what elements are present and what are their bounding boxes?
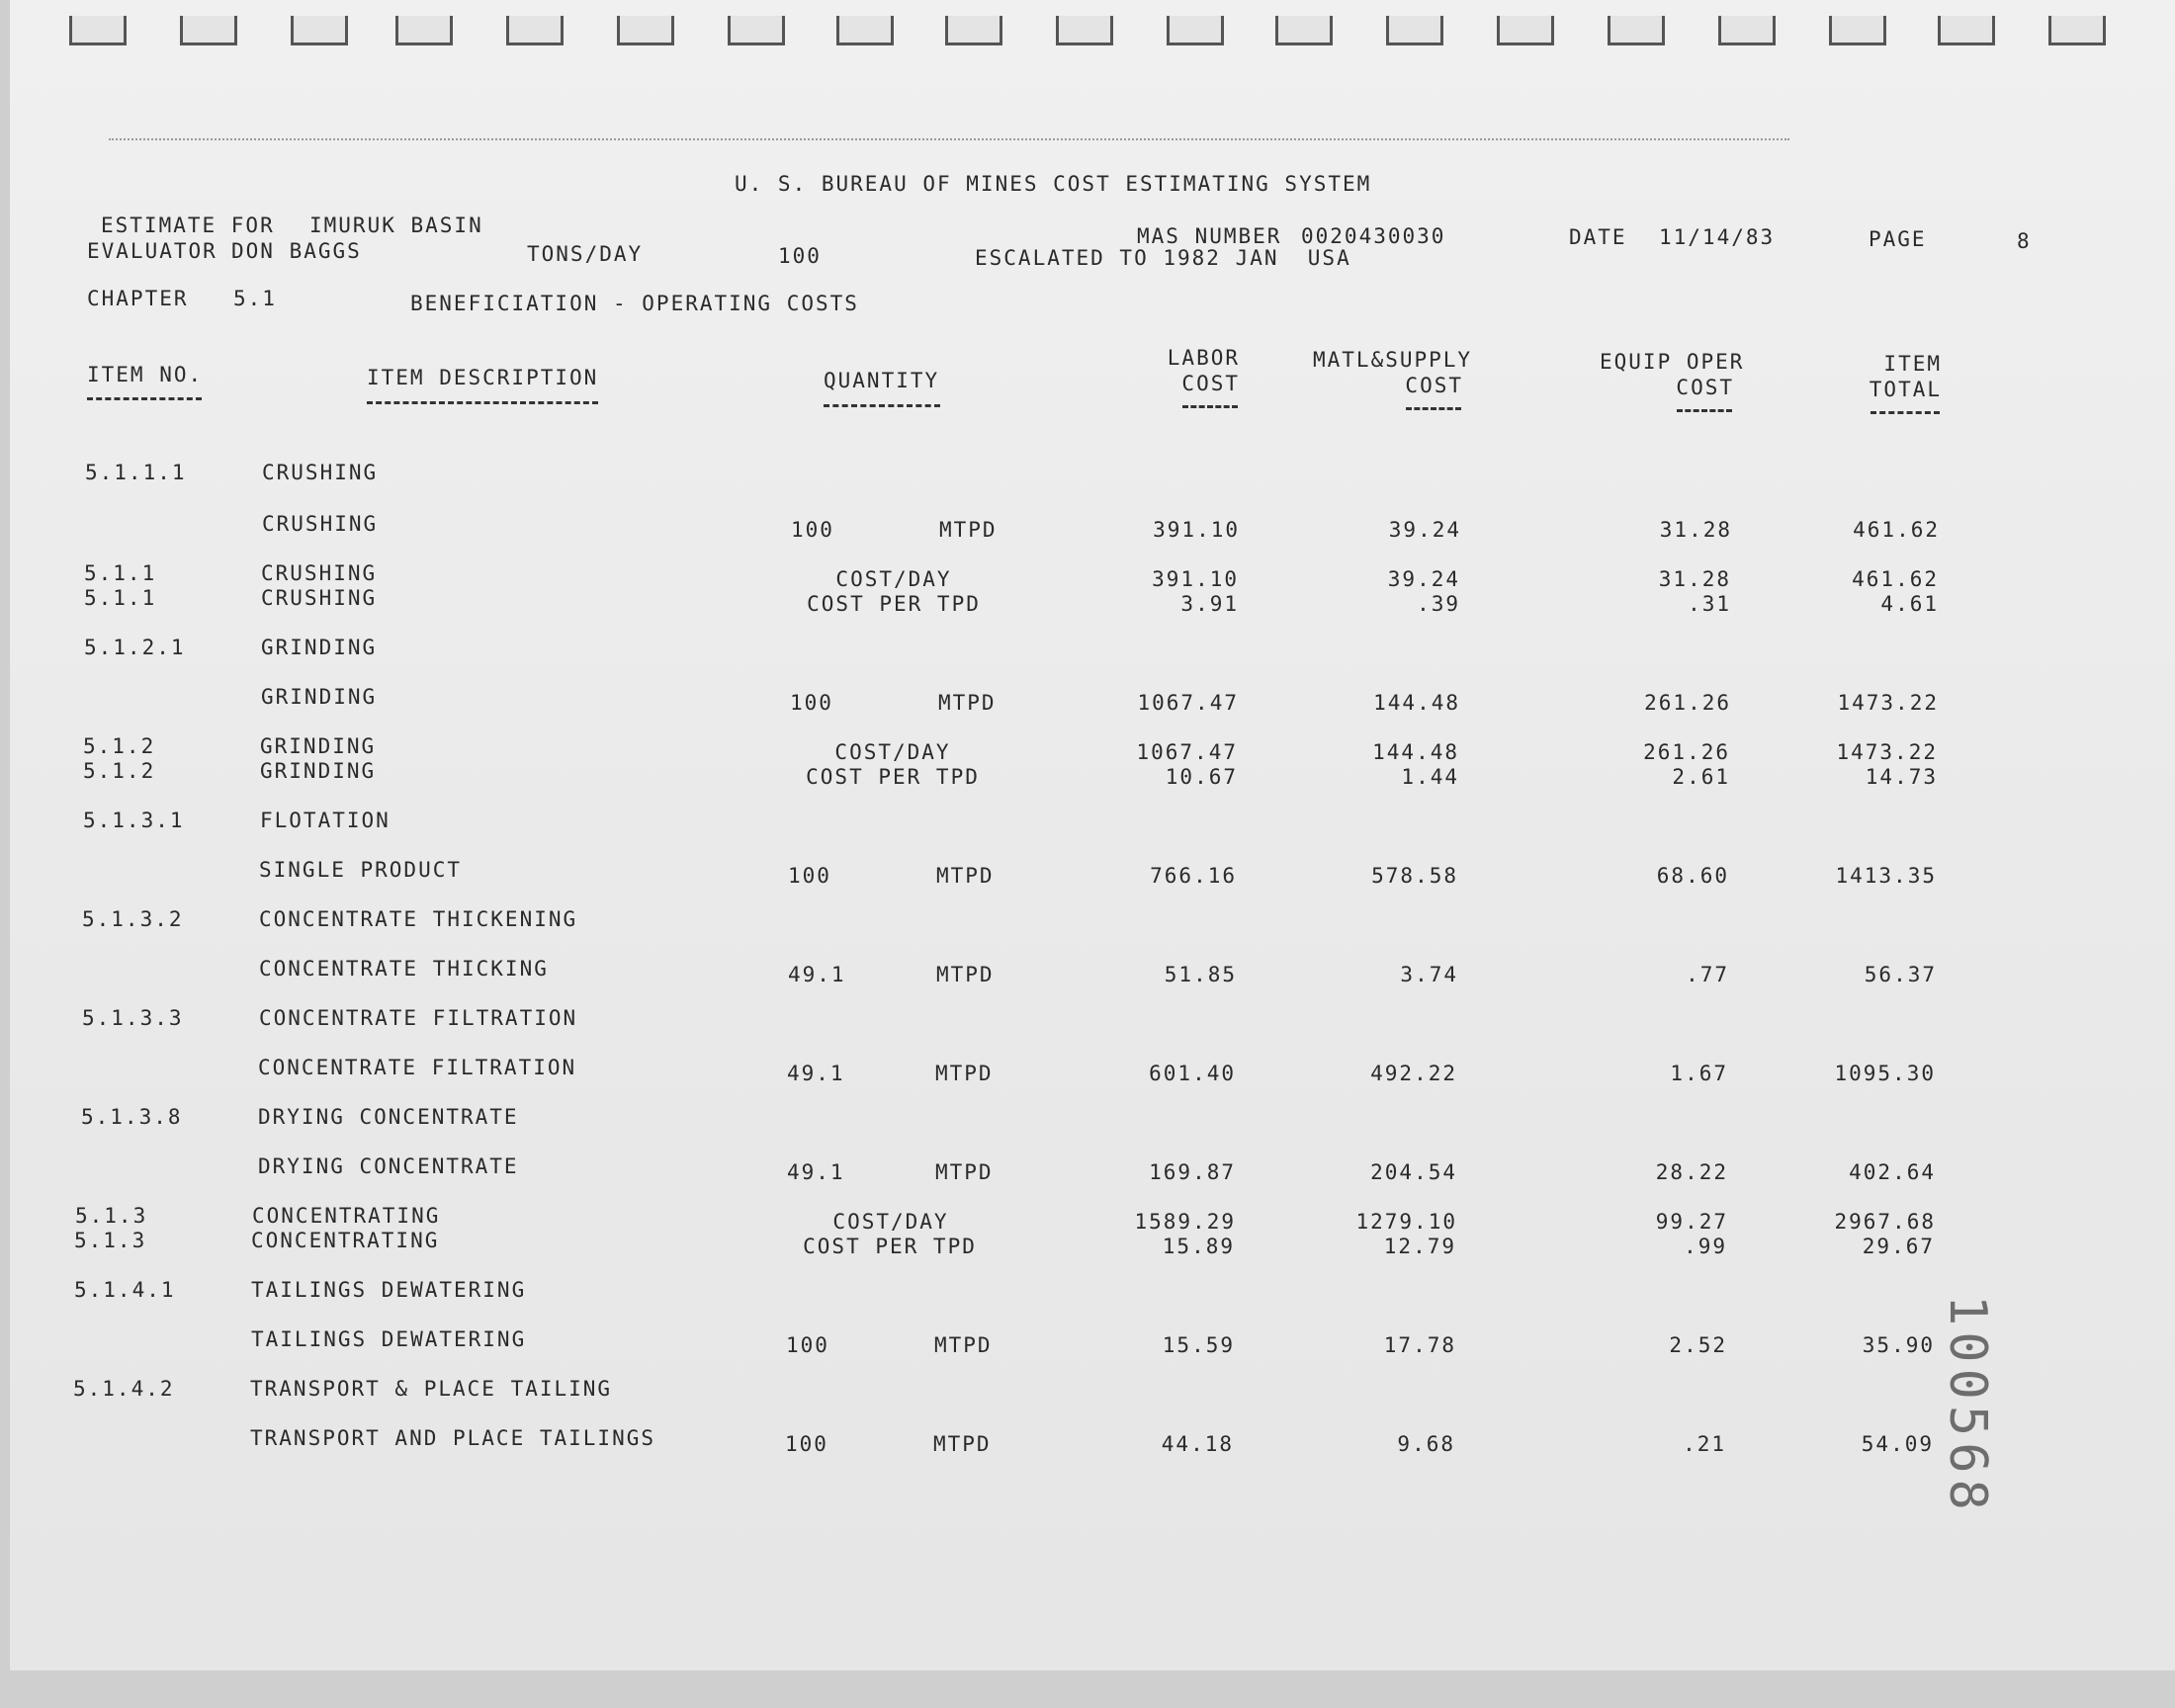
- feed-hole: [1829, 16, 1886, 45]
- item-description-cell: DRYING CONCENTRATE: [258, 1105, 519, 1129]
- col-underline: [367, 401, 598, 404]
- item-number-cell: 5.1.4.2: [73, 1377, 175, 1401]
- unit-cell: MTPD: [935, 1160, 994, 1184]
- feed-hole: [1497, 16, 1554, 45]
- feed-hole: [945, 16, 1002, 45]
- item-number-cell: 5.1.1.1: [85, 461, 187, 484]
- equip-oper-cost-cell: 1.67: [1670, 1062, 1728, 1085]
- item-total-cell: 402.64: [1849, 1160, 1936, 1184]
- labor-cost-cell: 15.59: [1162, 1333, 1235, 1357]
- tons-day-value: 100: [778, 244, 822, 268]
- quantity-cell: 100: [790, 691, 833, 715]
- item-description-cell: TAILINGS DEWATERING: [251, 1327, 527, 1351]
- col-underline: [1406, 407, 1461, 410]
- quantity-cell: COST PER TPD: [806, 765, 980, 789]
- document-stamp-number: 100568: [1938, 1295, 1997, 1516]
- item-number-cell: 5.1.3.8: [81, 1105, 183, 1129]
- quantity-cell: COST PER TPD: [807, 592, 981, 616]
- matl-supply-cost-cell: 39.24: [1388, 518, 1461, 542]
- feed-hole: [395, 16, 453, 45]
- item-total-cell: 461.62: [1853, 518, 1940, 542]
- item-total-cell: 29.67: [1862, 1235, 1935, 1258]
- col-labor-line1: LABOR: [1167, 346, 1240, 370]
- item-total-cell: 2967.68: [1834, 1210, 1936, 1234]
- chapter-number: 5.1: [233, 287, 277, 310]
- unit-cell: MTPD: [939, 518, 998, 542]
- item-description-cell: CONCENTRATING: [251, 1229, 440, 1252]
- feed-hole: [1167, 16, 1224, 45]
- unit-cell: MTPD: [933, 1432, 992, 1456]
- equip-oper-cost-cell: 31.28: [1659, 518, 1732, 542]
- chapter-title: BENEFICIATION - OPERATING COSTS: [410, 292, 859, 315]
- quantity-cell: COST/DAY: [834, 740, 951, 764]
- labor-cost-cell: 1589.29: [1134, 1210, 1236, 1234]
- matl-supply-cost-cell: 17.78: [1383, 1333, 1456, 1357]
- chapter-label: CHAPTER: [87, 287, 189, 310]
- item-description-cell: CONCENTRATING: [252, 1204, 441, 1228]
- matl-supply-cost-cell: 578.58: [1371, 864, 1458, 888]
- col-underline: [1677, 409, 1732, 412]
- labor-cost-cell: 15.89: [1162, 1235, 1235, 1258]
- item-total-cell: 1473.22: [1837, 691, 1939, 715]
- labor-cost-cell: 169.87: [1149, 1160, 1236, 1184]
- item-total-cell: 1413.35: [1835, 864, 1937, 888]
- item-number-cell: 5.1.1: [84, 586, 157, 610]
- tractor-feed-strip: [0, 0, 2175, 59]
- feed-hole: [1938, 16, 1995, 45]
- feed-hole: [69, 16, 127, 45]
- item-description-cell: FLOTATION: [260, 809, 391, 832]
- item-description-cell: CONCENTRATE FILTRATION: [258, 1056, 577, 1079]
- col-equip-line1: EQUIP OPER: [1600, 350, 1745, 374]
- item-description-cell: TRANSPORT AND PLACE TAILINGS: [250, 1426, 656, 1450]
- item-description-cell: GRINDING: [260, 759, 377, 783]
- feed-hole: [2048, 16, 2106, 45]
- feed-hole: [180, 16, 237, 45]
- item-number-cell: 5.1.2: [83, 734, 156, 758]
- quantity-cell: 49.1: [787, 1062, 845, 1085]
- matl-supply-cost-cell: 1279.10: [1355, 1210, 1457, 1234]
- item-description-cell: CRUSHING: [262, 512, 379, 536]
- feed-hole: [617, 16, 674, 45]
- labor-cost-cell: 766.16: [1150, 864, 1237, 888]
- labor-cost-cell: 3.91: [1180, 592, 1239, 616]
- date-value: 11/14/83: [1659, 225, 1776, 249]
- item-number-cell: 5.1.3: [74, 1229, 147, 1252]
- item-total-cell: 461.62: [1852, 567, 1939, 591]
- unit-cell: MTPD: [938, 691, 997, 715]
- quantity-cell: 49.1: [787, 1160, 845, 1184]
- matl-supply-cost-cell: 204.54: [1370, 1160, 1457, 1184]
- item-description-cell: CRUSHING: [261, 586, 378, 610]
- item-total-cell: 4.61: [1880, 592, 1939, 616]
- item-total-cell: 35.90: [1862, 1333, 1935, 1357]
- equip-oper-cost-cell: .99: [1684, 1235, 1727, 1258]
- feed-hole: [836, 16, 894, 45]
- matl-supply-cost-cell: 144.48: [1373, 691, 1460, 715]
- item-number-cell: 5.1.3.1: [83, 809, 185, 832]
- quantity-cell: COST PER TPD: [803, 1235, 977, 1258]
- item-number-cell: 5.1.3: [75, 1204, 148, 1228]
- item-description-cell: GRINDING: [260, 734, 377, 758]
- item-number-cell: 5.1.2: [83, 759, 156, 783]
- col-total-line2: TOTAL: [1869, 378, 1942, 401]
- page-label: PAGE: [1869, 227, 1927, 251]
- unit-cell: MTPD: [935, 1062, 994, 1085]
- labor-cost-cell: 1067.47: [1136, 740, 1238, 764]
- escalated-note: ESCALATED TO 1982 JAN USA: [975, 246, 1351, 270]
- estimate-for-label: ESTIMATE FOR: [101, 214, 275, 237]
- col-equip-line2: COST: [1676, 376, 1734, 399]
- quantity-cell: 100: [786, 1333, 829, 1357]
- item-description-cell: GRINDING: [261, 636, 378, 659]
- feed-hole: [1718, 16, 1776, 45]
- faint-rule: [109, 138, 1789, 140]
- unit-cell: MTPD: [934, 1333, 993, 1357]
- matl-supply-cost-cell: 12.79: [1383, 1235, 1456, 1258]
- item-total-cell: 54.09: [1861, 1432, 1934, 1456]
- labor-cost-cell: 10.67: [1165, 765, 1238, 789]
- item-number-cell: 5.1.2.1: [84, 636, 186, 659]
- feed-hole: [1056, 16, 1113, 45]
- labor-cost-cell: 1067.47: [1137, 691, 1239, 715]
- labor-cost-cell: 44.18: [1161, 1432, 1234, 1456]
- matl-supply-cost-cell: .39: [1417, 592, 1460, 616]
- unit-cell: MTPD: [936, 864, 995, 888]
- col-underline: [1870, 411, 1940, 414]
- quantity-cell: 100: [788, 864, 831, 888]
- item-description-cell: CONCENTRATE FILTRATION: [259, 1006, 578, 1030]
- item-description-cell: GRINDING: [261, 685, 378, 709]
- item-total-cell: 1095.30: [1834, 1062, 1936, 1085]
- scan-bottom-margin: [0, 1670, 2175, 1708]
- tons-day-label: TONS/DAY: [527, 242, 644, 266]
- equip-oper-cost-cell: 68.60: [1656, 864, 1729, 888]
- matl-supply-cost-cell: 144.48: [1372, 740, 1459, 764]
- item-description-cell: CRUSHING: [261, 561, 378, 585]
- item-description-cell: SINGLE PRODUCT: [259, 858, 463, 882]
- col-item-description: ITEM DESCRIPTION: [367, 366, 599, 389]
- mas-number-label: MAS NUMBER: [1137, 224, 1282, 248]
- item-number-cell: 5.1.4.1: [74, 1278, 176, 1302]
- item-total-cell: 56.37: [1864, 963, 1937, 986]
- unit-cell: MTPD: [936, 963, 995, 986]
- matl-supply-cost-cell: 492.22: [1370, 1062, 1457, 1085]
- evaluator-value: DON BAGGS: [231, 239, 362, 263]
- system-title: U. S. BUREAU OF MINES COST ESTIMATING SYSTEM: [735, 172, 1372, 196]
- feed-hole: [1386, 16, 1443, 45]
- item-description-cell: TAILINGS DEWATERING: [251, 1278, 527, 1302]
- feed-hole: [728, 16, 785, 45]
- mas-number-value: 0020430030: [1301, 224, 1446, 248]
- equip-oper-cost-cell: 2.61: [1672, 765, 1730, 789]
- equip-oper-cost-cell: .21: [1683, 1432, 1726, 1456]
- col-underline: [1182, 405, 1238, 408]
- estimate-for-value: IMURUK BASIN: [309, 214, 483, 237]
- item-description-cell: CRUSHING: [262, 461, 379, 484]
- equip-oper-cost-cell: 2.52: [1669, 1333, 1727, 1357]
- equip-oper-cost-cell: .31: [1688, 592, 1731, 616]
- item-description-cell: CONCENTRATE THICKING: [259, 957, 549, 981]
- col-labor-line2: COST: [1181, 372, 1240, 395]
- evaluator-label: EVALUATOR: [87, 239, 218, 263]
- equip-oper-cost-cell: 99.27: [1655, 1210, 1728, 1234]
- matl-supply-cost-cell: 9.68: [1397, 1432, 1455, 1456]
- feed-hole: [1608, 16, 1665, 45]
- quantity-cell: COST/DAY: [832, 1210, 949, 1234]
- col-matl-line2: COST: [1405, 374, 1463, 397]
- col-quantity: QUANTITY: [824, 369, 940, 392]
- date-label: DATE: [1569, 225, 1627, 249]
- labor-cost-cell: 391.10: [1152, 567, 1239, 591]
- labor-cost-cell: 51.85: [1164, 963, 1237, 986]
- item-description-cell: TRANSPORT & PLACE TAILING: [250, 1377, 613, 1401]
- labor-cost-cell: 601.40: [1149, 1062, 1236, 1085]
- feed-hole: [506, 16, 564, 45]
- equip-oper-cost-cell: 31.28: [1658, 567, 1731, 591]
- item-total-cell: 14.73: [1865, 765, 1938, 789]
- item-number-cell: 5.1.1: [84, 561, 157, 585]
- feed-hole: [291, 16, 348, 45]
- item-number-cell: 5.1.3.2: [82, 907, 184, 931]
- labor-cost-cell: 391.10: [1153, 518, 1240, 542]
- quantity-cell: 49.1: [788, 963, 846, 986]
- equip-oper-cost-cell: .77: [1686, 963, 1729, 986]
- quantity-cell: 100: [785, 1432, 828, 1456]
- col-item-no: ITEM NO.: [87, 363, 204, 386]
- item-description-cell: DRYING CONCENTRATE: [258, 1154, 519, 1178]
- quantity-cell: COST/DAY: [835, 567, 952, 591]
- quantity-cell: 100: [791, 518, 834, 542]
- item-total-cell: 1473.22: [1836, 740, 1938, 764]
- item-description-cell: CONCENTRATE THICKENING: [259, 907, 578, 931]
- matl-supply-cost-cell: 1.44: [1401, 765, 1459, 789]
- matl-supply-cost-cell: 3.74: [1400, 963, 1458, 986]
- item-number-cell: 5.1.3.3: [82, 1006, 184, 1030]
- col-underline: [824, 404, 940, 407]
- page-number: 8: [2017, 229, 2032, 253]
- col-matl-line1: MATL&SUPPLY: [1313, 348, 1473, 372]
- matl-supply-cost-cell: 39.24: [1387, 567, 1460, 591]
- col-total-line1: ITEM: [1883, 352, 1942, 376]
- equip-oper-cost-cell: 28.22: [1655, 1160, 1728, 1184]
- equip-oper-cost-cell: 261.26: [1643, 740, 1730, 764]
- equip-oper-cost-cell: 261.26: [1644, 691, 1731, 715]
- feed-hole: [1275, 16, 1333, 45]
- col-underline: [87, 397, 202, 400]
